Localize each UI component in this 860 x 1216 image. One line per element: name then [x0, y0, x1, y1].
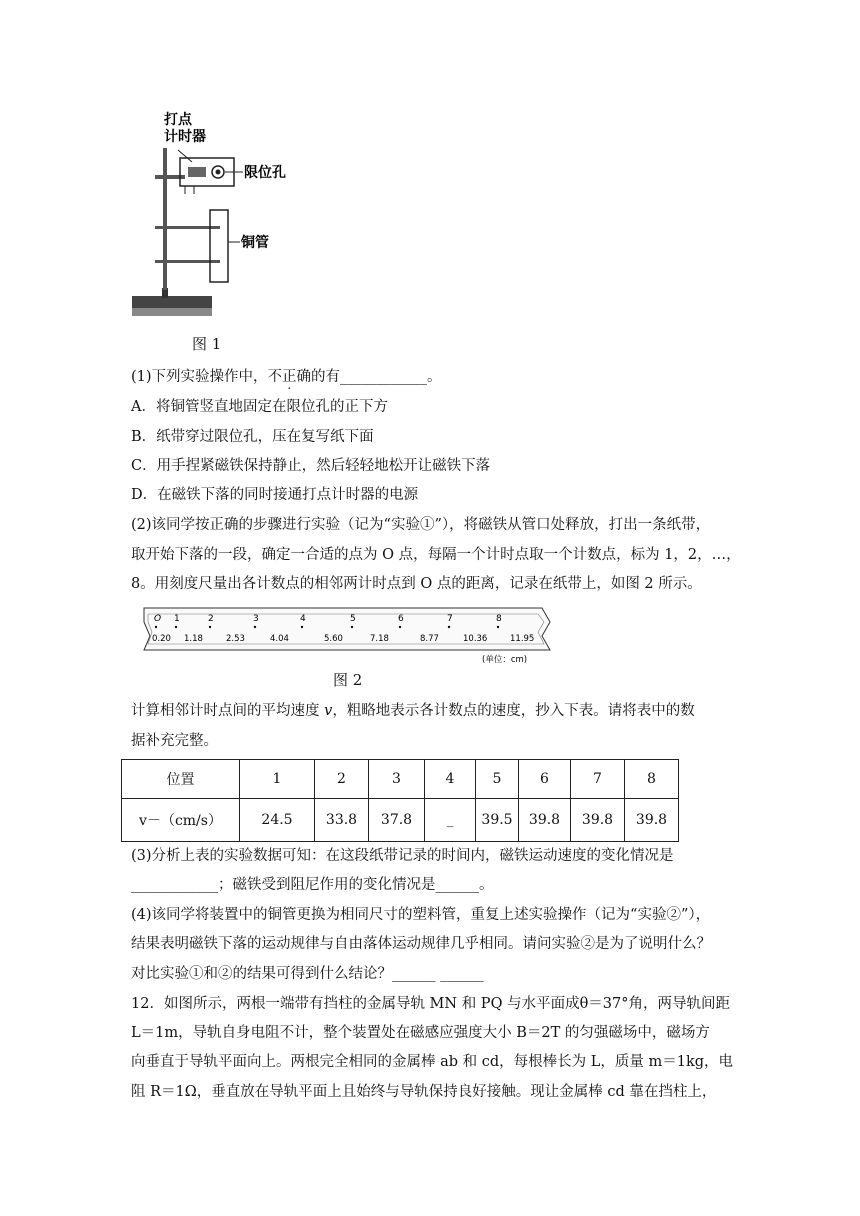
tape-distance-label: 2.53: [226, 634, 245, 644]
timer-coil: [188, 167, 206, 177]
table-cell-v-5: 39.5: [476, 799, 519, 842]
figure-2-caption: 图 2: [333, 671, 363, 689]
table-header-label: 位置: [122, 760, 240, 799]
tape-point-label: O: [154, 614, 162, 624]
tape-unit: (单位：cm): [482, 655, 528, 665]
table-cell-pos-7: 7: [571, 760, 625, 799]
q1-stem: [131, 367, 442, 387]
label-hole: 限位孔: [244, 165, 286, 181]
table-cell-v-1: 24.5: [240, 799, 315, 842]
velocity-table: [121, 759, 679, 842]
label-tube: 铜管: [241, 235, 269, 251]
tape-point-label: 8: [496, 614, 502, 624]
tape-point-label: 7: [447, 614, 453, 624]
copper-tube: [210, 210, 228, 282]
tape-point-label: 4: [300, 614, 306, 624]
q12-line-2: L＝1m，导轨自身电阻不计，整个装置处在磁感应强度大小 B＝2T 的匀强磁场中，磁场方: [131, 1025, 710, 1041]
q3-line-1: (3)分析上表的实验数据可知：在这段纸带记录的时间内，磁铁运动速度的变化情况是: [131, 848, 674, 864]
q2-line-3: 8。用刻度尺量出各计数点的相邻两计时点到 O 点的距离，记录在纸带上，如图 2 所示。: [131, 576, 702, 592]
tape-dot: [155, 626, 157, 628]
tape-point-label: 5: [350, 614, 356, 624]
tape-dot: [497, 626, 499, 628]
table-cell-pos-8: 8: [625, 760, 679, 799]
tape-distance-label: 4.04: [270, 634, 289, 644]
q4-line-2: 结果表明磁铁下落的运动规律与自由落体运动规律几乎相同。请问实验②是为了说明什么？: [131, 936, 711, 952]
tape-dot: [254, 626, 256, 628]
label-timer-1: 打点: [164, 112, 192, 128]
q1-stem-suffix: 的有____________。: [311, 369, 442, 385]
stand-rod: [163, 148, 167, 290]
calc-line-2: 据补充完整。: [131, 733, 218, 749]
tape-dot: [175, 626, 177, 628]
calc-line-1-a: 计算相邻计时点间的平均速度: [131, 703, 325, 719]
tape-dot: [399, 626, 401, 628]
calc-var-v: v: [324, 703, 333, 719]
q4-line-3: 对比实验①和②的结果可得到什么结论？______ ______: [131, 966, 484, 982]
table-cell-pos-6: 6: [519, 760, 571, 799]
tape-point-label: 6: [398, 614, 404, 624]
table-cell-v-7: 39.8: [571, 799, 625, 842]
figure-1-apparatus: [130, 110, 300, 322]
q1-stem-emph: 不正确: [267, 369, 312, 385]
figure-2-tape: [140, 606, 552, 666]
figure-1-caption: 图 1: [192, 335, 222, 353]
q1-stem-prefix: (1)下列实验操作中，: [131, 369, 268, 385]
table-cell-pos-3: 3: [369, 760, 425, 799]
tape-distance-label: 5.60: [324, 634, 343, 644]
table-row-label: v－（cm/s）: [122, 799, 240, 842]
table-cell-pos-4: 4: [425, 760, 476, 799]
table-cell-v-8: 39.8: [625, 799, 679, 842]
tape-distance-label: 7.18: [370, 634, 389, 644]
table-cell-v-2: 33.8: [315, 799, 369, 842]
q12-line-1: 12．如图所示，两根一端带有挡柱的金属导轨 MN 和 PQ 与水平面成θ＝37°角，两导轨间距: [131, 996, 730, 1012]
q3-line-2: ____________；磁铁受到阻尼作用的变化情况是______。: [131, 877, 494, 893]
q12-line-3: 向垂直于导轨平面向上。两根完全相同的金属棒 ab 和 cd，每根棒长为 L，质量 m＝1kg，电: [131, 1054, 734, 1070]
tape-point-label: 2: [208, 614, 214, 624]
tape-dot: [351, 626, 353, 628]
q12-line-4: 阻 R＝1Ω，垂直放在导轨平面上且始终与导轨保持良好接触。现让金属棒 cd 靠在挡柱上，: [131, 1084, 717, 1100]
table-cell-v-4: _: [425, 799, 476, 842]
label-timer-2: 计时器: [164, 129, 206, 145]
calc-line-1: [131, 701, 695, 721]
q1-option-a: A．将铜管竖直地固定在限位孔的正下方: [131, 399, 388, 415]
q4-line-1: (4)该同学将装置中的铜管更换为相同尺寸的塑料管，重复上述实验操作（记为“实验②”），: [131, 907, 711, 923]
tape-distance-label: 0.20: [152, 634, 171, 644]
q2-line-2: 取开始下落的一段，确定一合适的点为 O 点，每隔一个计时点取一个计数点，标为 1，2，…，: [131, 547, 741, 563]
q1-option-c: C．用手捏紧磁铁保持静止，然后轻轻地松开让磁铁下落: [131, 458, 491, 474]
table-cell-pos-2: 2: [315, 760, 369, 799]
tape-distance-label: 1.18: [184, 634, 203, 644]
tape-dot: [448, 626, 450, 628]
limit-hole: [216, 170, 221, 175]
q1-option-b: B．纸带穿过限位孔，压在复写纸下面: [131, 429, 374, 445]
tape-dot: [301, 626, 303, 628]
stand-base: [132, 296, 212, 308]
calc-line-1-b: ，粗略地表示各计数点的速度，抄入下表。请将表中的数: [332, 703, 695, 719]
tape-point-label: 1: [174, 614, 180, 624]
tape-point-label: 3: [253, 614, 259, 624]
stand-base-lower: [132, 308, 212, 316]
tape-distance-label: 8.77: [420, 634, 439, 644]
q2-line-1: (2)该同学按正确的步骤进行实验（记为“实验①”），将磁铁从管口处释放，打出一条纸带，: [131, 517, 711, 533]
q1-option-d: D．在磁铁下落的同时接通打点计时器的电源: [131, 487, 419, 503]
table-cell-v-3: 37.8: [369, 799, 425, 842]
table-row-positions: [122, 760, 679, 799]
table-cell-pos-5: 5: [476, 760, 519, 799]
tape-distance-label: 10.36: [463, 634, 488, 644]
table-cell-v-6: 39.8: [519, 799, 571, 842]
tape-dot: [209, 626, 211, 628]
table-row-velocity: [122, 799, 679, 842]
table-cell-pos-1: 1: [240, 760, 315, 799]
tape-distance-label: 11.95: [510, 634, 535, 644]
